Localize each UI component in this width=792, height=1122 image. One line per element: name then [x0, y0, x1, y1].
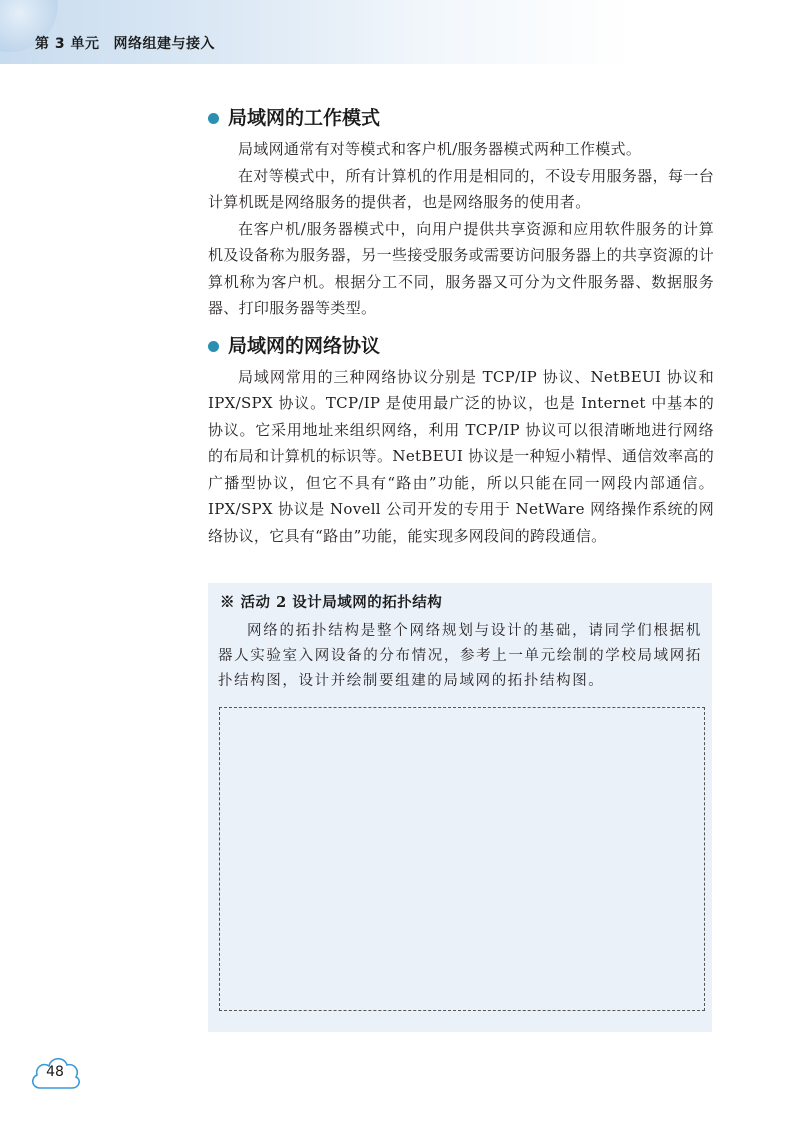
main-content	[208, 104, 714, 549]
bullet-icon	[208, 341, 219, 352]
page-number-badge	[28, 1048, 82, 1094]
page-header	[0, 0, 792, 64]
paragraph: 局域网通常有对等模式和客户机/服务器模式两种工作模式。	[238, 140, 642, 158]
unit-label: 第 3 单元	[35, 36, 100, 52]
activity-title: ※ 活动 2 设计局域网的拓扑结构	[220, 594, 443, 611]
activity-box	[208, 583, 712, 1032]
bullet-icon	[208, 113, 219, 124]
unit-title: 网络组建与接入	[113, 36, 215, 52]
section-heading-text: 局域网的工作模式	[228, 107, 381, 129]
paragraph: 在对等模式中，所有计算机的作用是相同的，不设专用服务器，每一台计算机既是网络服务的提供者，也是网络服务的使用者。	[208, 166, 714, 211]
section-heading-protocols	[208, 332, 714, 360]
activity-instructions: 网络的拓扑结构是整个网络规划与设计的基础，请同学们根据机器人实验室入网设备的分布情况，参考上一单元绘制的学校局域网拓扑结构图，设计并绘制要组建的局域网的拓扑结构图。	[218, 623, 702, 689]
drawing-area[interactable]	[219, 707, 705, 1011]
page-number: 48	[46, 1064, 64, 1080]
header-title	[35, 33, 229, 53]
section-heading-work-mode	[208, 104, 714, 132]
paragraph: 在客户机/服务器模式中，向用户提供共享资源和应用软件服务的计算机及设备称为服务器，另一些接受服务或需要访问服务器上的共享资源的计算机称为客户机。根据分工不同，服务器又可分为文件服务器、数据服务器、打印服务器等类型。	[208, 219, 714, 317]
paragraph: 局域网常用的三种网络协议分别是 TCP/IP 协议、NetBEUI 协议和 IPX/SPX 协议。TCP/IP 是使用最广泛的协议，也是 Internet 中基本的协议。它采用地址来组织网络，利用 TCP/IP 协议可以很清晰地进行网络的布局和计算机的标识等。NetBEUI 协议是一种短小精悍、通信效率高的广播型协议，但它不具有“路由”功能，所以只能在同一网段内部通信。IPX/SPX 协议是 Novell 公司开发的专用于 NetWare 网络操作系统的网络协议，它具有“路由”功能，能实现多网段间的跨段通信。	[208, 367, 714, 545]
section-heading-text: 局域网的网络协议	[228, 334, 381, 357]
